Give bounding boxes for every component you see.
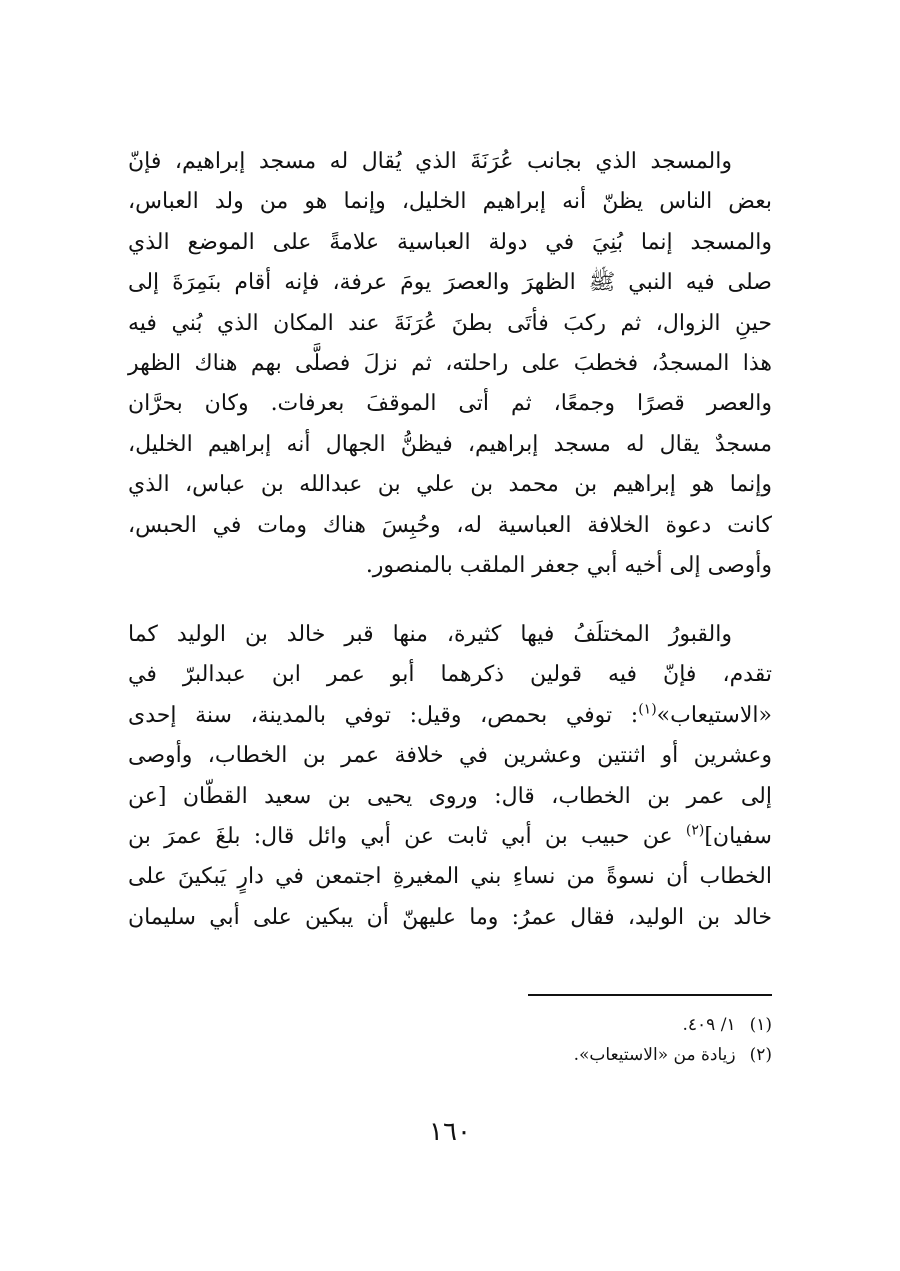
text-line: صلى فيه النبي ﷺ الظهرَ والعصرَ يومَ عرفة، فإنه أقام بنَمِرَةَ إلى xyxy=(128,270,772,296)
text-line: والمسجد الذي بجانب عُرَنَةَ الذي يُقال له مسجد إبراهيم، فإنّ xyxy=(128,149,733,174)
text-line: والمسجد إنما بُنِيَ في دولة العباسية علامةً على الموضع الذي xyxy=(128,229,772,255)
footnote-divider xyxy=(528,994,772,996)
footnote-text: ١/ ٤٠٩. xyxy=(682,1015,736,1035)
text-line: مسجدٌ يقال له مسجد إبراهيم، فيظنُّ الجهال أنه إبراهيم الخليل، xyxy=(128,431,772,457)
text-segment: سفيان] xyxy=(704,824,772,850)
text-segment: : توفي بحمص، وقيل: توفي بالمدينة، سنة إحدى xyxy=(128,702,639,728)
text-line: والقبورُ المختلَفُ فيها كثيرة، منها قبر خالد بن الوليد كما xyxy=(128,622,732,647)
text-line: هذا المسجدُ، فخطبَ على راحلته، ثم نزلَ فصلَّى بهم هناك الظهر xyxy=(128,351,772,377)
text-line xyxy=(128,696,772,736)
footnote-ref-1[interactable]: (١) xyxy=(638,701,657,718)
text-line: وأوصى إلى أخيه أبي جعفر الملقب بالمنصور. xyxy=(365,553,772,579)
book-title: «الاستيعاب» xyxy=(656,702,772,728)
text-line: كانت دعوة الخلافة العباسية له، وحُبِسَ هناك ومات في الحبس، xyxy=(128,512,772,538)
text-line: بعض الناس يظنّ أنه إبراهيم الخليل، وإنما هو من ولد العباس، xyxy=(128,189,772,215)
text-line xyxy=(128,817,772,857)
paragraph-2 xyxy=(128,615,772,938)
footnotes xyxy=(128,1010,772,1070)
footnote-2 xyxy=(128,1040,772,1070)
text-line: خالد بن الوليد، فقال عمرُ: وما عليهنّ أن يبكين على أبي سليمان xyxy=(128,904,772,930)
text-line: تقدم، فإنّ فيه قولين ذكرهما أبو عمر ابن عبدالبرّ في xyxy=(128,662,772,688)
text-line: الخطاب أن نسوةً من نساءِ بني المغيرةِ اجتمعن في دارٍ يَبكينَ على xyxy=(128,864,772,890)
text-segment: عن حبيب بن أبي ثابت عن أبي وائل قال: بلغَ عمرَ بن xyxy=(128,824,686,850)
text-line: إلى عمر بن الخطاب، قال: وروى يحيى بن سعيد القطّان [عن xyxy=(128,783,772,809)
footnote-number: (١) xyxy=(749,1015,772,1035)
text-line: حينِ الزوال، ثم ركبَ فأتَى بطنَ عُرَنَةَ عند المكان الذي بُني فيه xyxy=(128,310,772,336)
footnote-number: (٢) xyxy=(749,1045,772,1065)
text-line: وإنما هو إبراهيم بن محمد بن علي بن عبدالله بن عباس، الذي xyxy=(128,472,772,498)
paragraph-1 xyxy=(128,142,772,586)
footnote-text: زيادة من «الاستيعاب». xyxy=(573,1045,736,1065)
text-line: وعشرين أو اثنتين وعشرين في خلافة عمر بن الخطاب، وأوصى xyxy=(128,743,772,769)
page-number: ١٦٠ xyxy=(429,1117,471,1147)
footnote-ref-2[interactable]: (٢) xyxy=(685,822,705,839)
footnote-1 xyxy=(128,1010,772,1040)
text-line: والعصر قصرًا وجمعًا، ثم أتى الموقفَ بعرفات. وكان بحرَّان xyxy=(128,391,772,417)
